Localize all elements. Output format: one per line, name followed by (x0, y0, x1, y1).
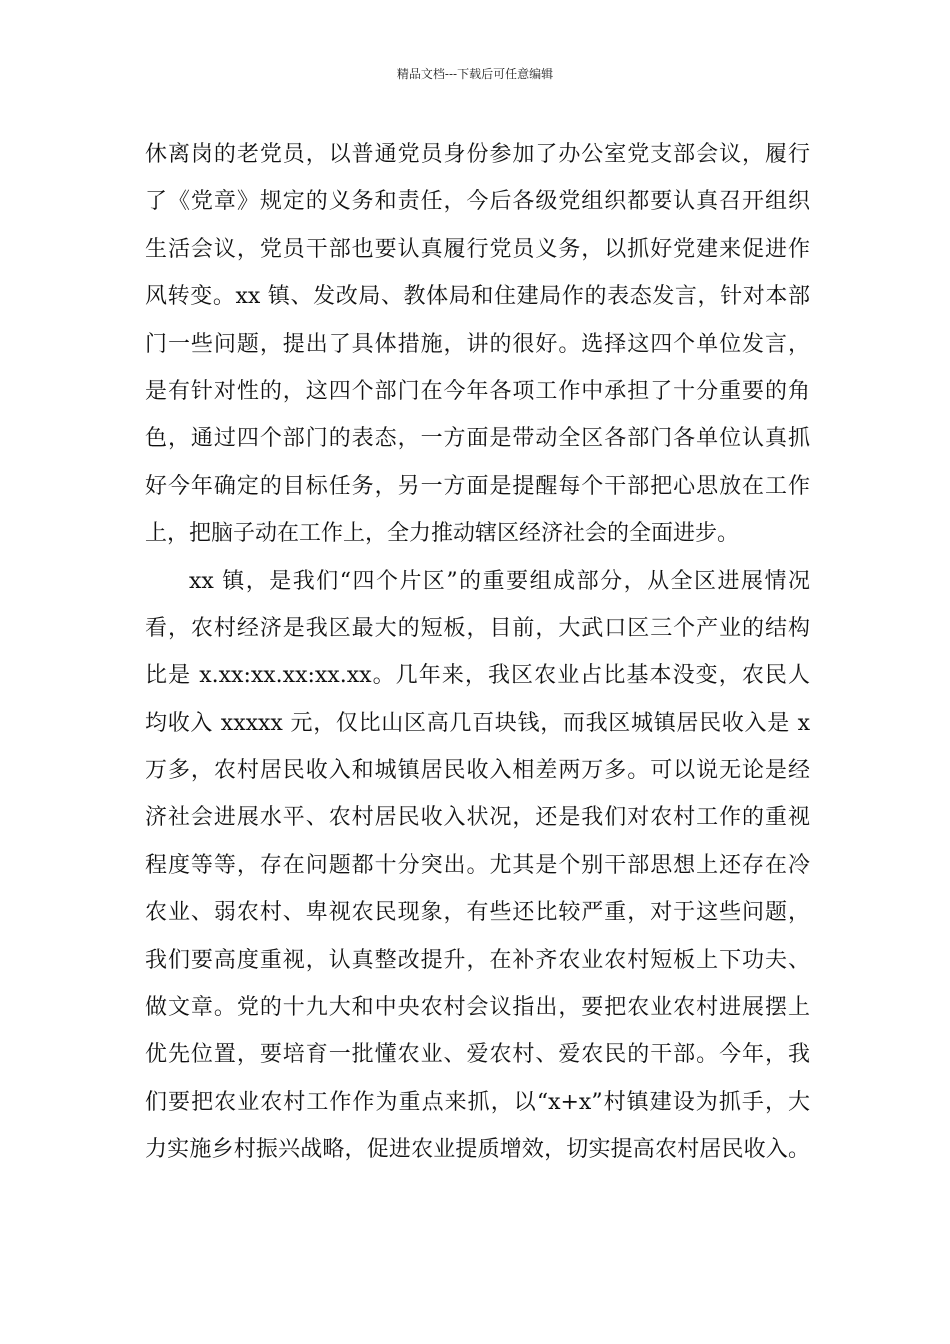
text-line: 好今年确定的目标任务，另一方面是提醒每个干部把心思放在工作 (145, 473, 810, 499)
text-line: 门一些问题，提出了具体措施，讲的很好。选择这四个单位发言， (145, 331, 810, 357)
text-line: 们要把农业农村工作作为重点来抓，以“x+x”村镇建设为抓手，大 (145, 1089, 810, 1115)
text-line: 了《党章》规定的义务和责任，今后各级党组织都要认真召开组织 (145, 189, 810, 215)
text-line: 均收入 xxxxx 元，仅比山区高几百块钱，而我区城镇居民收入是 x (145, 710, 810, 736)
document-body (145, 131, 810, 1174)
text-line: 优先位置，要培育一批懂农业、爱农村、爱农民的干部。今年，我 (145, 1042, 810, 1068)
paragraph-2 (145, 558, 810, 1174)
text-line: 风转变。xx 镇、发改局、教体局和住建局作的表态发言，针对本部 (145, 284, 810, 310)
text-line: 上，把脑子动在工作上，全力推动辖区经济社会的全面进步。 (145, 521, 740, 547)
text-line: 程度等等，存在问题都十分突出。尤其是个别干部思想上还存在冷 (145, 852, 810, 878)
text-line: 我们要高度重视，认真整改提升，在补齐农业农村短板上下功夫、 (145, 947, 810, 973)
text-line: 是有针对性的，这四个部门在今年各项工作中承担了十分重要的角 (145, 378, 810, 404)
text-line: 做文章。党的十九大和中央农村会议指出，要把农业农村进展摆上 (145, 995, 810, 1021)
text-line: xx 镇，是我们“四个片区”的重要组成部分，从全区进展情况 (189, 568, 810, 594)
text-line: 看，农村经济是我区最大的短板，目前，大武口区三个产业的结构 (145, 615, 810, 641)
text-line: 休离岗的老党员，以普通党员身份参加了办公室党支部会议，履行 (145, 142, 810, 167)
text-line: 比是 x.xx:xx.xx:xx.xx。几年来，我区农业占比基本没变，农民人 (145, 663, 810, 689)
text-line: 生活会议，党员干部也要认真履行党员义务，以抓好党建来促进作 (145, 236, 810, 262)
page-header: 精品文档---下载后可任意编辑 (396, 67, 554, 81)
text-line: 济社会进展水平、农村居民收入状况，还是我们对农村工作的重视 (145, 805, 810, 831)
text-line: 色，通过四个部门的表态，一方面是带动全区各部门各单位认真抓 (145, 426, 810, 452)
text-line: 力实施乡村振兴战略，促进农业提质增效，切实提高农村居民收入。 (145, 1137, 810, 1163)
text-line: 农业、弱农村、卑视农民现象，有些还比较严重，对于这些问题， (145, 900, 810, 926)
paragraph-1 (145, 131, 810, 558)
text-line: 万多，农村居民收入和城镇居民收入相差两万多。可以说无论是经 (145, 758, 810, 784)
